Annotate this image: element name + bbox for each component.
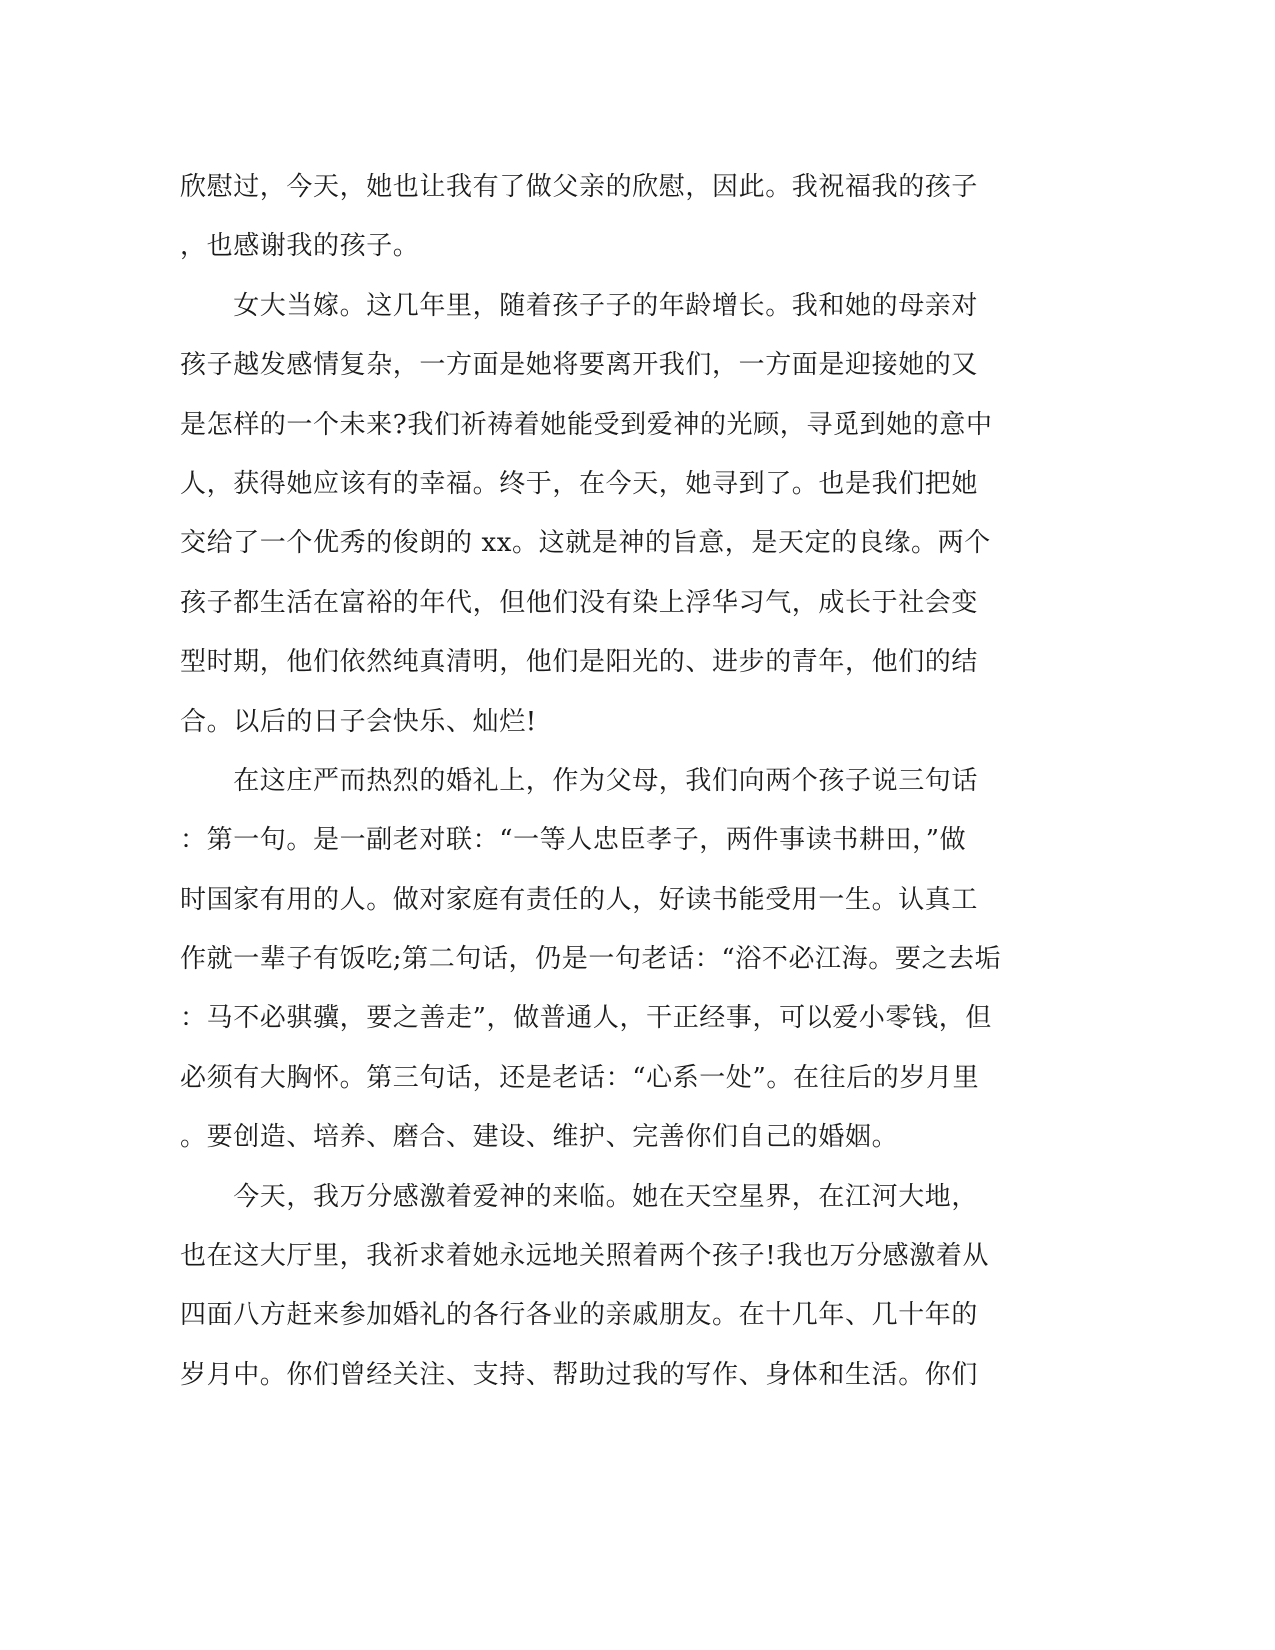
text-line: 是怎样的一个未来?我们祈祷着她能受到爱神的光顾，寻觅到她的意中 bbox=[180, 409, 993, 440]
text-line: 孩子都生活在富裕的年代，但他们没有染上浮华习气，成长于社会变 bbox=[180, 587, 979, 618]
text-line: 时国家有用的人。做对家庭有责任的人，好读书能受用一生。认真工 bbox=[180, 884, 979, 915]
text-line: ：第一句。是一副老对联：“一等人忠臣孝子，两件事读书耕田，”做 bbox=[180, 825, 967, 856]
text-line: 四面八方赶来参加婚礼的各行各业的亲戚朋友。在十几年、几十年的 bbox=[180, 1300, 979, 1331]
text-line: 今天，我万分感激着爱神的来临。她在天空星界，在江河大地， bbox=[180, 1181, 979, 1212]
body-text bbox=[180, 158, 1060, 1405]
text-line: ：马不必骐骥，要之善走”，做普通人，干正经事，可以爱小零钱，但 bbox=[180, 1003, 992, 1034]
text-line: 必须有大胸怀。第三句话，还是老话：“心系一处”。在往后的岁月里 bbox=[180, 1062, 980, 1093]
text-line: 欣慰过，今天，她也让我有了做父亲的欣慰，因此。我祝福我的孩子 bbox=[180, 172, 979, 202]
text-line: 孩子越发感情复杂，一方面是她将要离开我们，一方面是迎接她的又 bbox=[180, 350, 979, 381]
text-line: 岁月中。你们曾经关注、支持、帮助过我的写作、身体和生活。你们 bbox=[180, 1359, 979, 1390]
text-line: 合。以后的日子会快乐、灿烂! bbox=[180, 706, 537, 737]
text-line: 也在这大厅里，我祈求着她永远地关照着两个孩子!我也万分感激着从 bbox=[180, 1241, 990, 1272]
text-line: 作就一辈子有饭吃;第二句话，仍是一句老话：“浴不必江海。要之去垢 bbox=[180, 944, 1002, 975]
text-line: 在这庄严而热烈的婚礼上，作为父母，我们向两个孩子说三句话 bbox=[180, 765, 979, 796]
text-line: 型时期，他们依然纯真清明，他们是阳光的、进步的青年，他们的结 bbox=[180, 647, 979, 678]
text-line: 交给了一个优秀的俊朗的 xx。这就是神的旨意，是天定的良缘。两个 bbox=[180, 528, 991, 559]
text-line: ，也感谢我的孩子。 bbox=[180, 231, 420, 262]
text-line: 。要创造、培养、磨合、建设、维护、完善你们自己的婚姻。 bbox=[180, 1122, 899, 1153]
text-line: 人，获得她应该有的幸福。终于，在今天，她寻到了。也是我们把她 bbox=[180, 468, 979, 499]
text-line: 女大当嫁。这几年里，随着孩子子的年龄增长。我和她的母亲对 bbox=[180, 290, 979, 321]
